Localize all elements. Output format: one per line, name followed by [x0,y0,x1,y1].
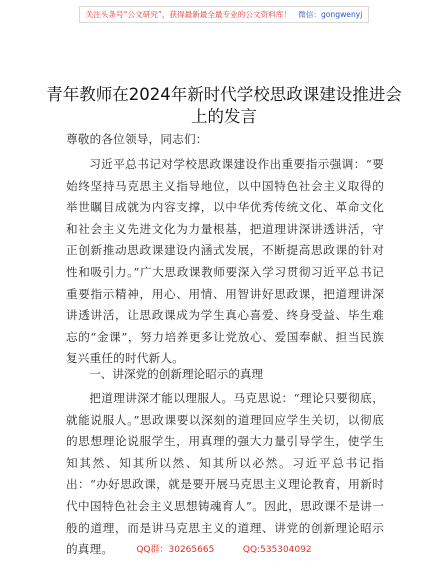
paragraph-2: 把道理讲深才能以理服人。马克思说：“理论只要彻底，就能说服人。”思政课要以深刻的道理回应学生关切，以彻底的思想理论说服学生，用真理的强大力量引导学生，使学生知其然、知其所以然、知其所以必然。习近平总书记指出：“办好思政课，就是要开展马克思主义理论教育，用新时代中国特色社会主义思想铸魂育人”。因此，思政课不是讲一般的道理，而是讲马克思主义的道理、讲党的创新理论昭示的真理。 [66,391,384,557]
promo-banner [0,0,448,28]
promo-banner-box [79,6,370,23]
salutation: 尊敬的各位领导，同志们： [66,132,208,146]
paragraph-1: 习近平总书记对学校思政课建设作出重要指示强调：“要始终坚持马克思主义指导地位，以中国特色社会主义取得的举世瞩目成就为内容支撑，以中华优秀传统文化、革命文化和社会主义先进文化为力量根基，把道理讲深讲透讲活，守正创新推动思政课建设内涵式发展，不断提高思政课的针对性和吸引力。”广大思政课教师要深入学习贯彻习近平总书记重要指示精神，用心、用情、用智讲好思政课，把道理讲深讲透讲活，让思政课成为学生真心喜爱、终身受益、毕生难忘的“金课”，努力培养更多让党放心、爱国奉献、担当民族复兴重任的时代新人。 [66,157,384,366]
footer-contact [0,542,448,555]
wechat-id: 微信：gongwenyj [298,9,363,19]
section-heading-1: 一、讲深党的创新理论昭示的真理 [89,367,264,381]
document-title: 青年教师在2024年新时代学校思政课建设推进会上的发言 [46,85,402,126]
qq-number: QQ:535304092 [242,545,312,555]
qq-group: QQ群：30265665 [136,545,215,555]
promo-text: 关注头条号“公文研究”，获得最新最全最专业的公文资料库！ [85,9,291,19]
